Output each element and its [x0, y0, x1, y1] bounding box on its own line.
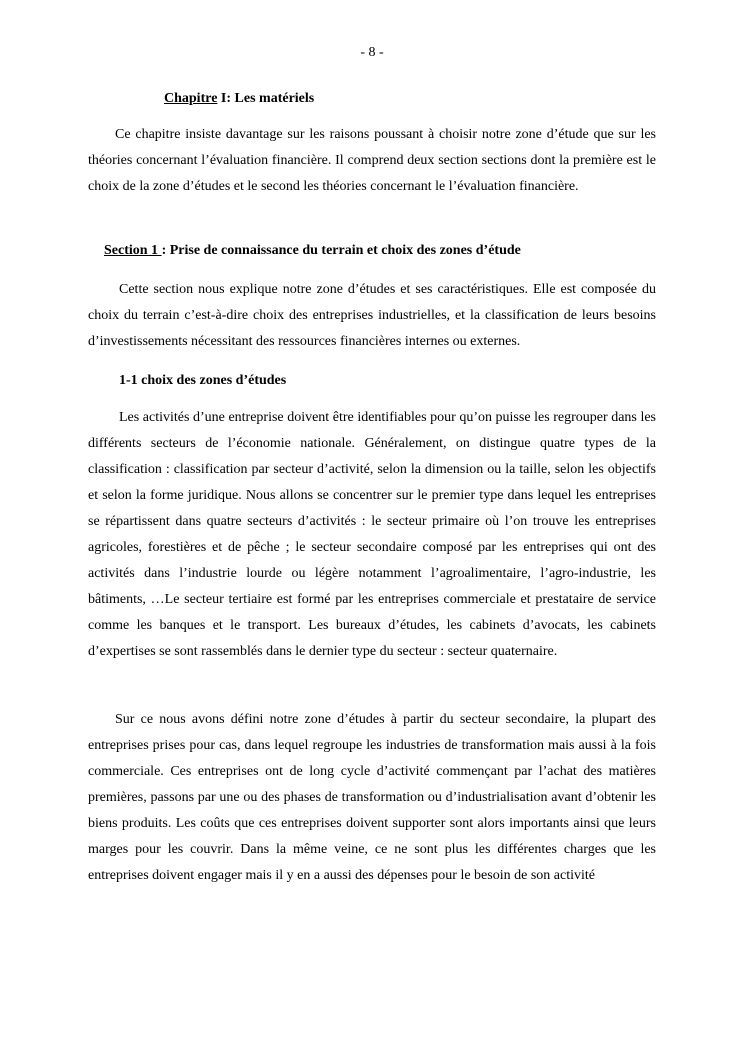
section-paragraph: Cette section nous explique notre zone d’études et ses caractéristiques. Elle est composée du choix du terrain c’est-à-dire choix des entreprises industrielles, et la classification de leurs besoins d’investissements nécessitant des ressources financières internes ou externes. [88, 282, 656, 349]
page-number: - 8 - [360, 45, 384, 60]
section-label: Section 1 [104, 243, 162, 258]
chapter-heading-text: I: Les matériels [217, 91, 315, 106]
chapter-title [164, 90, 314, 108]
chapter-label: Chapitre [164, 91, 218, 106]
intro-paragraph: Ce chapitre insiste davantage sur les raisons poussant à choisir notre zone d’étude que sur les théories concernant l’évaluation financière. Il comprend deux section sections dont la première est le choix de la zone d’études et le second les théories concernant le l’évaluation financière. [88, 127, 656, 194]
subsection-paragraph-1: Les activités d’une entreprise doivent être identifiables pour qu’on puisse les regrouper dans les différents secteurs de l’économie nationale. Généralement, on distingue quatre types de la classification : classification par secteur d’activité, selon la dimension ou la taille, selon les objectifs et selon la forme juridique. Nous allons se concentrer sur le premier type dans lequel les entreprises se répartissent dans quatre secteurs d’activités : le secteur primaire où l’on trouve les entreprises agricoles, forestières et de pêche ; le secteur secondaire composé par les entreprises qui ont des activités dans l’industrie lourde ou légère notamment l’agroalimentaire, l’agro-industrie, les bâtiments, …Le secteur tertiaire est formé par les entreprises commerciale et prestataire de service comme les banques et le transport. Les bureaux d’études, les cabinets d’avocats, les cabinets d’expertises se sont rassemblés dans le dernier type du secteur : secteur quaternaire. [88, 410, 656, 659]
section-heading-text: : Prise de connaissance du terrain et choix des zones d’étude [161, 243, 521, 258]
section-title [104, 242, 521, 260]
subsection-title: 1-1 choix des zones d’études [119, 373, 287, 388]
subsection-paragraph-2: Sur ce nous avons défini notre zone d’études à partir du secteur secondaire, la plupart des entreprises prises pour cas, dans lequel regroupe les industries de transformation mais aussi à la fois commerciale. Ces entreprises ont de long cycle d’activité commençant par l’achat des matières premières, passons par une ou des phases de transformation ou d’industrialisation avant d’obtenir les biens produits. Les coûts que ces entreprises doivent supporter sont alors importants ainsi que leurs marges pour les couvrir. Dans la même veine, ce ne sont plus les différentes charges que les entreprises doivent engager mais il y en a aussi des dépenses pour le besoin de son activité [88, 712, 656, 883]
